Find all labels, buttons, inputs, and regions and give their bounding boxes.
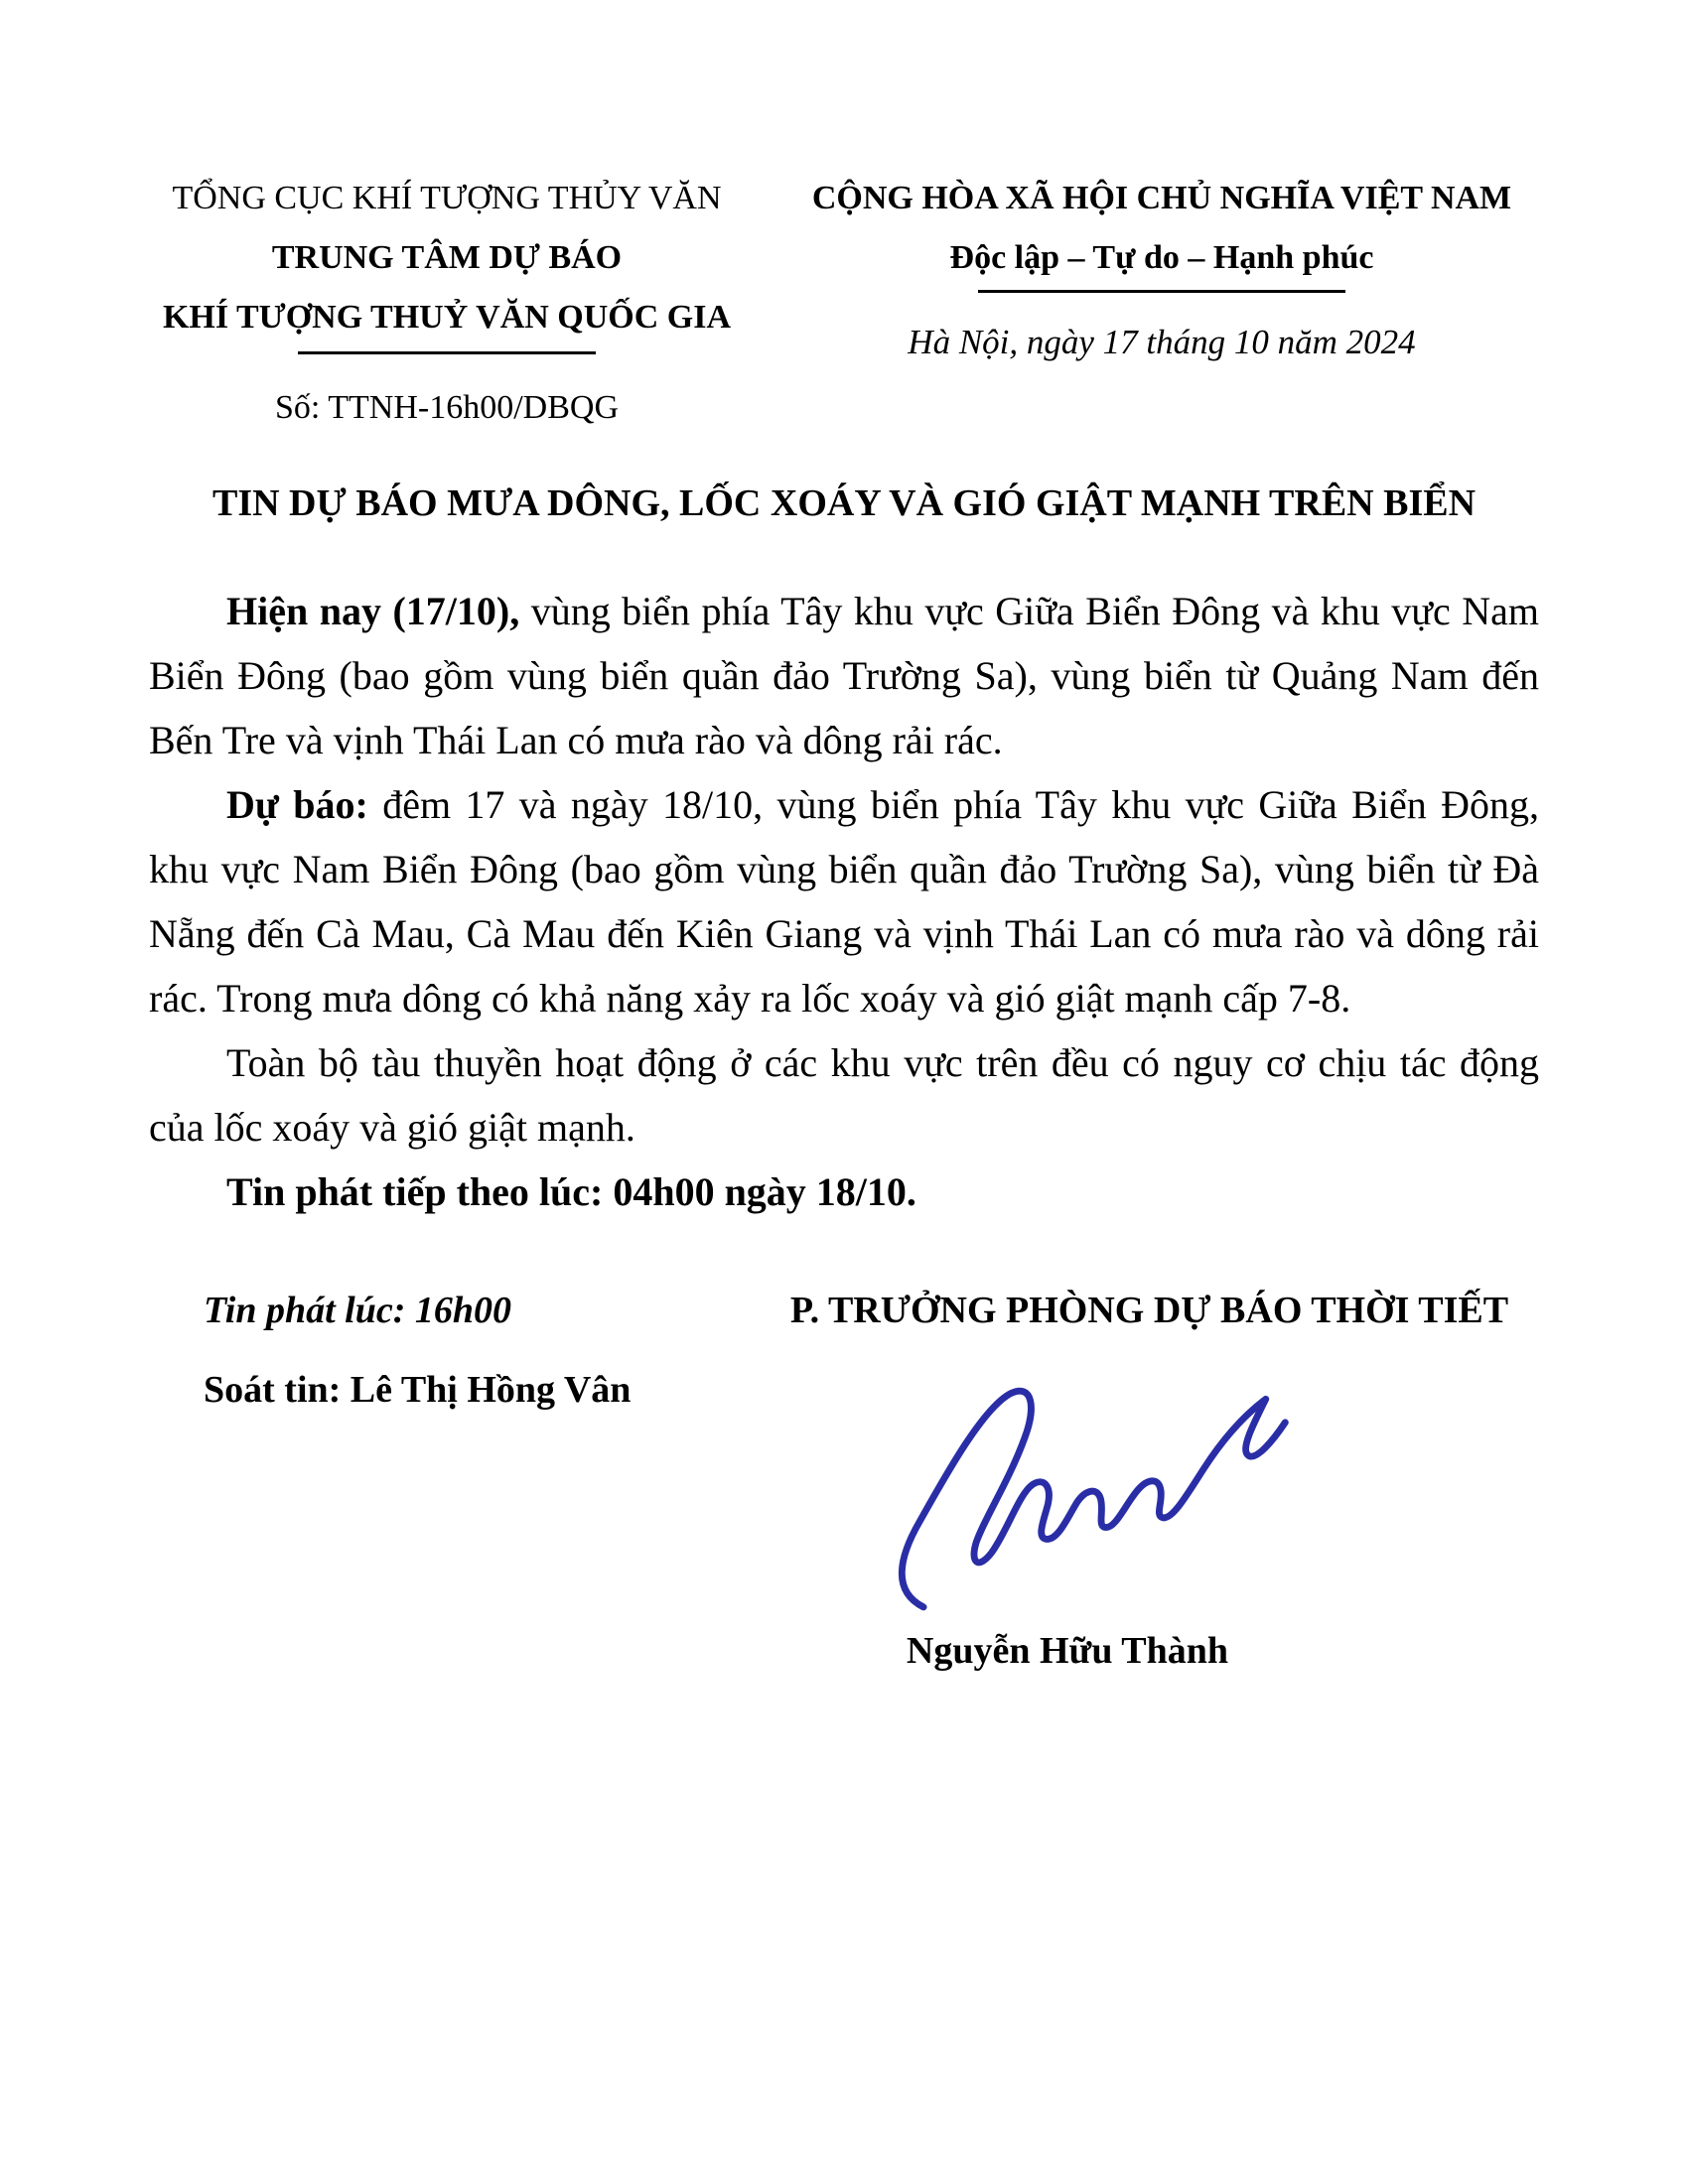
agency-name-line1: TRUNG TÂM DỰ BÁO — [271, 239, 623, 276]
signer-name: Nguyễn Hữu Thành — [906, 1630, 1229, 1672]
signature-area — [770, 1348, 1365, 1681]
agency-name-line2: KHÍ TƯỢNG THUỶ VĂN QUỐC GIA — [162, 299, 732, 336]
document-title: TIN DỰ BÁO MƯA DÔNG, LỐC XOÁY VÀ GIÓ GIẬT MẠNH TRÊN BIỂN — [211, 482, 1477, 524]
document-body — [149, 579, 1539, 1224]
signature-stroke — [902, 1391, 1285, 1607]
national-title: CỘNG HÒA XÃ HỘI CHỦ NGHĨA VIỆT NAM — [811, 180, 1512, 216]
national-motto: Độc lập – Tự do – Hạnh phúc — [949, 239, 1374, 276]
issuance-info-block — [204, 1279, 760, 1423]
document-number: Số: TTNH-16h00/DBQG — [275, 389, 619, 426]
document-footer — [149, 1279, 1539, 1681]
motto-underline-divider — [978, 290, 1345, 293]
paragraph-lead: Tin phát tiếp theo lúc: 04h00 ngày 18/10. — [226, 1169, 916, 1214]
paragraph-lead: Dự báo: — [226, 782, 368, 827]
checked-by: Soát tin: Lê Thị Hồng Vân — [204, 1369, 632, 1411]
agency-underline-divider — [298, 351, 596, 354]
paragraph-text: Toàn bộ tàu thuyền hoạt động ở các khu vực trên đều có nguy cơ chịu tác động của lốc xoáy và gió giật mạnh. — [149, 1040, 1539, 1150]
paragraph-current-conditions — [149, 579, 1539, 772]
paragraph-forecast — [149, 772, 1539, 1030]
place-date-line: Hà Nội, ngày 17 tháng 10 năm 2024 — [908, 323, 1416, 361]
signer-title: P. TRƯỞNG PHÒNG DỰ BÁO THỜI TIẾT — [789, 1290, 1509, 1331]
document-header — [149, 169, 1539, 438]
paragraph-warning — [149, 1030, 1539, 1160]
paragraph-text: vùng biển phía Tây khu vực Giữa Biển Đông và khu vực Nam Biển Đông (bao gồm vùng biển quần đảo Trường Sa), vùng biển từ Quảng Nam đến Bến Tre và vịnh Thái Lan có mưa rào và dông rải rác. — [149, 589, 1539, 762]
parent-agency-name: TỔNG CỤC KHÍ TƯỢNG THỦY VĂN — [172, 180, 722, 216]
paragraph-text: đêm 17 và ngày 18/10, vùng biển phía Tây khu vực Giữa Biển Đông, khu vực Nam Biển Đông (bao gồm vùng biển quần đảo Trường Sa), vùng biển từ Đà Nẵng đến Cà Mau, Cà Mau đến Kiên Giang và vịnh Thái Lan có mưa rào và dông rải rác. Trong mưa dông có khả năng xảy ra lốc xoáy và gió giật mạnh cấp 7-8. — [149, 782, 1539, 1021]
issuing-agency-block — [149, 169, 745, 438]
paragraph-next-bulletin — [149, 1160, 1539, 1224]
issued-time: Tin phát lúc: 16h00 — [204, 1290, 512, 1331]
paragraph-lead: Hiện nay (17/10), — [226, 589, 520, 633]
signature-block — [760, 1279, 1539, 1681]
signature-handwriting — [834, 1348, 1301, 1621]
national-header-block — [784, 169, 1539, 372]
